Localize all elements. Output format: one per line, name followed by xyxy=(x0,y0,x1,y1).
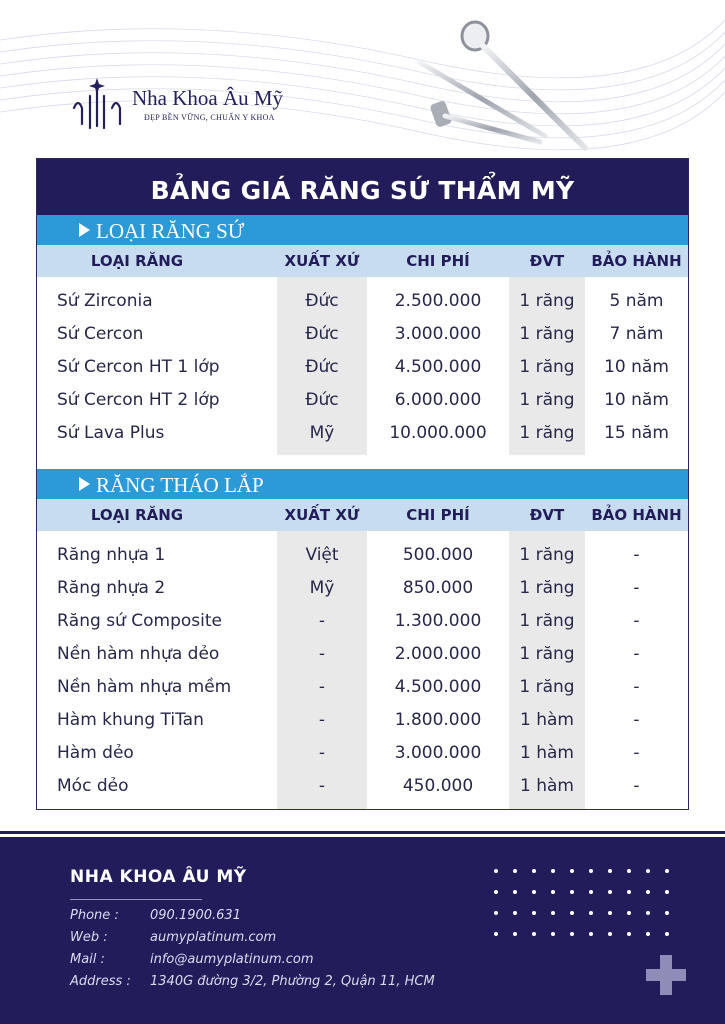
cell-name: Hàm khung TiTan xyxy=(57,710,204,730)
brand-tagline: ĐẸP BỀN VỮNG, CHUẨN Y KHOA xyxy=(144,113,275,122)
table-row xyxy=(37,285,688,318)
cell-warranty: 5 năm xyxy=(609,291,664,311)
table-row xyxy=(37,770,688,803)
cell-origin: Đức xyxy=(305,324,339,344)
cell-cost: 2.500.000 xyxy=(394,291,482,311)
dot xyxy=(494,932,498,936)
phone-value[interactable]: 090.1900.631 xyxy=(150,908,241,923)
cell-unit: 1 răng xyxy=(519,545,575,565)
cell-name: Sứ Lava Plus xyxy=(57,423,165,443)
address-label: Address : xyxy=(70,974,131,989)
section-heading-bar xyxy=(37,215,688,245)
dot xyxy=(494,911,498,915)
footer xyxy=(0,837,725,1024)
dot xyxy=(608,932,612,936)
dot xyxy=(551,911,555,915)
cell-warranty: 7 năm xyxy=(609,324,664,344)
triangle-right-icon xyxy=(79,223,90,237)
logo-mark-icon xyxy=(70,78,128,132)
col-header-name: LOẠI RĂNG xyxy=(90,252,184,270)
cell-origin: - xyxy=(318,743,326,763)
cell-name: Hàm dẻo xyxy=(57,743,134,763)
cell-name: Răng sứ Composite xyxy=(57,611,222,631)
cell-warranty: - xyxy=(633,743,640,763)
dot xyxy=(608,890,612,894)
cell-unit: 1 hàm xyxy=(520,743,574,763)
table-row xyxy=(37,605,688,638)
cell-unit: 1 răng xyxy=(519,324,575,344)
web-label: Web : xyxy=(70,930,108,945)
col-header-origin: XUẤT XỨ xyxy=(284,252,360,270)
cell-name: Nền hàm nhựa dẻo xyxy=(57,644,220,664)
cell-origin: Đức xyxy=(305,291,339,311)
cell-warranty: - xyxy=(633,710,640,730)
cell-cost: 500.000 xyxy=(402,545,474,565)
cell-warranty: - xyxy=(633,545,640,565)
cell-unit: 1 răng xyxy=(519,357,575,377)
dot xyxy=(646,932,650,936)
table-row xyxy=(37,351,688,384)
cell-name: Răng nhựa 2 xyxy=(57,578,166,598)
col-header-name: LOẠI RĂNG xyxy=(90,506,184,524)
cell-name: Sứ Cercon xyxy=(57,324,144,344)
cell-name: Móc dẻo xyxy=(57,776,129,796)
section-porcelain-teeth xyxy=(37,215,688,455)
cell-cost: 450.000 xyxy=(402,776,474,796)
dot xyxy=(494,890,498,894)
cell-unit: 1 hàm xyxy=(520,776,574,796)
cell-warranty: - xyxy=(633,578,640,598)
dot xyxy=(646,890,650,894)
dot xyxy=(665,911,669,915)
phone-label: Phone : xyxy=(70,908,119,923)
footer-mail xyxy=(70,952,314,967)
table-row xyxy=(37,539,688,572)
dot xyxy=(513,869,517,873)
cell-unit: 1 răng xyxy=(519,578,575,598)
price-table xyxy=(36,158,689,810)
cell-warranty: - xyxy=(633,776,640,796)
cell-warranty: 15 năm xyxy=(604,423,669,443)
dot xyxy=(665,869,669,873)
cell-cost: 1.300.000 xyxy=(394,611,482,631)
table-row xyxy=(37,671,688,704)
table-row xyxy=(37,417,688,450)
cell-origin: Việt xyxy=(305,545,339,565)
footer-phone xyxy=(70,908,241,923)
dot xyxy=(589,911,593,915)
cell-warranty: 10 năm xyxy=(604,357,669,377)
cell-name: Sứ Cercon HT 2 lớp xyxy=(57,390,220,410)
table-row xyxy=(37,318,688,351)
cell-origin: - xyxy=(318,776,326,796)
footer-rule xyxy=(70,899,202,900)
cell-origin: Đức xyxy=(305,390,339,410)
dot-pattern xyxy=(490,865,680,945)
footer-web xyxy=(70,930,276,945)
dot xyxy=(589,890,593,894)
section-heading: LOẠI RĂNG SỨ xyxy=(96,219,245,243)
footer-address xyxy=(70,974,435,989)
cell-cost: 4.500.000 xyxy=(394,677,482,697)
cell-origin: - xyxy=(318,644,326,664)
dental-tools-icon xyxy=(405,10,605,160)
dot xyxy=(627,890,631,894)
col-header-warranty: BẢO HÀNH xyxy=(591,252,682,270)
dot xyxy=(551,932,555,936)
dot xyxy=(589,932,593,936)
cell-origin: Mỹ xyxy=(309,578,335,598)
cell-cost: 2.000.000 xyxy=(394,644,482,664)
footer-title: NHA KHOA ÂU MỸ xyxy=(70,867,247,887)
cell-name: Sứ Zirconia xyxy=(57,291,153,311)
col-header-cost: CHI PHÍ xyxy=(406,252,470,270)
web-link[interactable]: aumyplatinum.com xyxy=(150,930,277,945)
brand-name: Nha Khoa Âu Mỹ xyxy=(132,86,284,110)
dot xyxy=(570,911,574,915)
cell-unit: 1 răng xyxy=(519,390,575,410)
page-title: BẢNG GIÁ RĂNG SỨ THẨM MỸ xyxy=(37,159,688,215)
dot xyxy=(627,932,631,936)
plus-icon xyxy=(646,955,686,995)
dot xyxy=(608,911,612,915)
section-removable-teeth xyxy=(37,469,688,809)
table-row xyxy=(37,384,688,417)
cell-cost: 3.000.000 xyxy=(394,743,482,763)
table-row xyxy=(37,704,688,737)
dot xyxy=(532,869,536,873)
dot xyxy=(532,911,536,915)
cell-warranty: - xyxy=(633,677,640,697)
cell-unit: 1 răng xyxy=(519,677,575,697)
col-header-origin: XUẤT XỨ xyxy=(284,506,360,524)
brand-logo xyxy=(70,78,330,134)
cell-cost: 1.800.000 xyxy=(394,710,482,730)
dot xyxy=(513,911,517,915)
dot xyxy=(627,911,631,915)
cell-cost: 10.000.000 xyxy=(389,423,487,443)
mail-label: Mail : xyxy=(70,952,105,967)
dot xyxy=(532,890,536,894)
cell-origin: Mỹ xyxy=(309,423,335,443)
footer-divider xyxy=(0,831,725,834)
col-header-cost: CHI PHÍ xyxy=(406,506,470,524)
cell-name: Sứ Cercon HT 1 lớp xyxy=(57,357,220,377)
cell-warranty: 10 năm xyxy=(604,390,669,410)
triangle-right-icon xyxy=(79,477,90,491)
cell-cost: 850.000 xyxy=(402,578,474,598)
col-header-warranty: BẢO HÀNH xyxy=(591,506,682,524)
cell-origin: - xyxy=(318,710,326,730)
cell-origin: - xyxy=(318,677,326,697)
dot xyxy=(627,869,631,873)
cell-cost: 6.000.000 xyxy=(394,390,482,410)
cell-unit: 1 răng xyxy=(519,611,575,631)
cell-origin: Đức xyxy=(305,357,339,377)
dot xyxy=(551,890,555,894)
table-header-row xyxy=(37,499,688,531)
table-row xyxy=(37,638,688,671)
dot xyxy=(589,869,593,873)
cell-warranty: - xyxy=(633,611,640,631)
dot xyxy=(532,932,536,936)
cell-unit: 1 răng xyxy=(519,291,575,311)
dot xyxy=(665,932,669,936)
section-heading: RĂNG THÁO LẮP xyxy=(96,473,264,497)
dot xyxy=(570,890,574,894)
table-row xyxy=(37,737,688,770)
dot xyxy=(513,932,517,936)
dot xyxy=(570,932,574,936)
cell-unit: 1 hàm xyxy=(520,710,574,730)
cell-unit: 1 răng xyxy=(519,644,575,664)
dot xyxy=(494,869,498,873)
cell-warranty: - xyxy=(633,644,640,664)
cell-cost: 4.500.000 xyxy=(394,357,482,377)
cell-name: Răng nhựa 1 xyxy=(57,545,166,565)
col-header-unit: ĐVT xyxy=(529,252,565,270)
dot xyxy=(646,911,650,915)
col-header-unit: ĐVT xyxy=(529,506,565,524)
section-heading-bar xyxy=(37,469,688,499)
table-header-row xyxy=(37,245,688,277)
address-value: 1340G đường 3/2, Phường 2, Quận 11, HCM xyxy=(150,974,435,989)
cell-name: Nền hàm nhựa mềm xyxy=(57,677,232,697)
mail-link[interactable]: info@aumyplatinum.com xyxy=(150,952,314,967)
table-row xyxy=(37,572,688,605)
cell-unit: 1 răng xyxy=(519,423,575,443)
dot xyxy=(665,890,669,894)
cell-cost: 3.000.000 xyxy=(394,324,482,344)
dot xyxy=(513,890,517,894)
dot xyxy=(570,869,574,873)
dot xyxy=(551,869,555,873)
dot xyxy=(608,869,612,873)
dot xyxy=(646,869,650,873)
cell-origin: - xyxy=(318,611,326,631)
